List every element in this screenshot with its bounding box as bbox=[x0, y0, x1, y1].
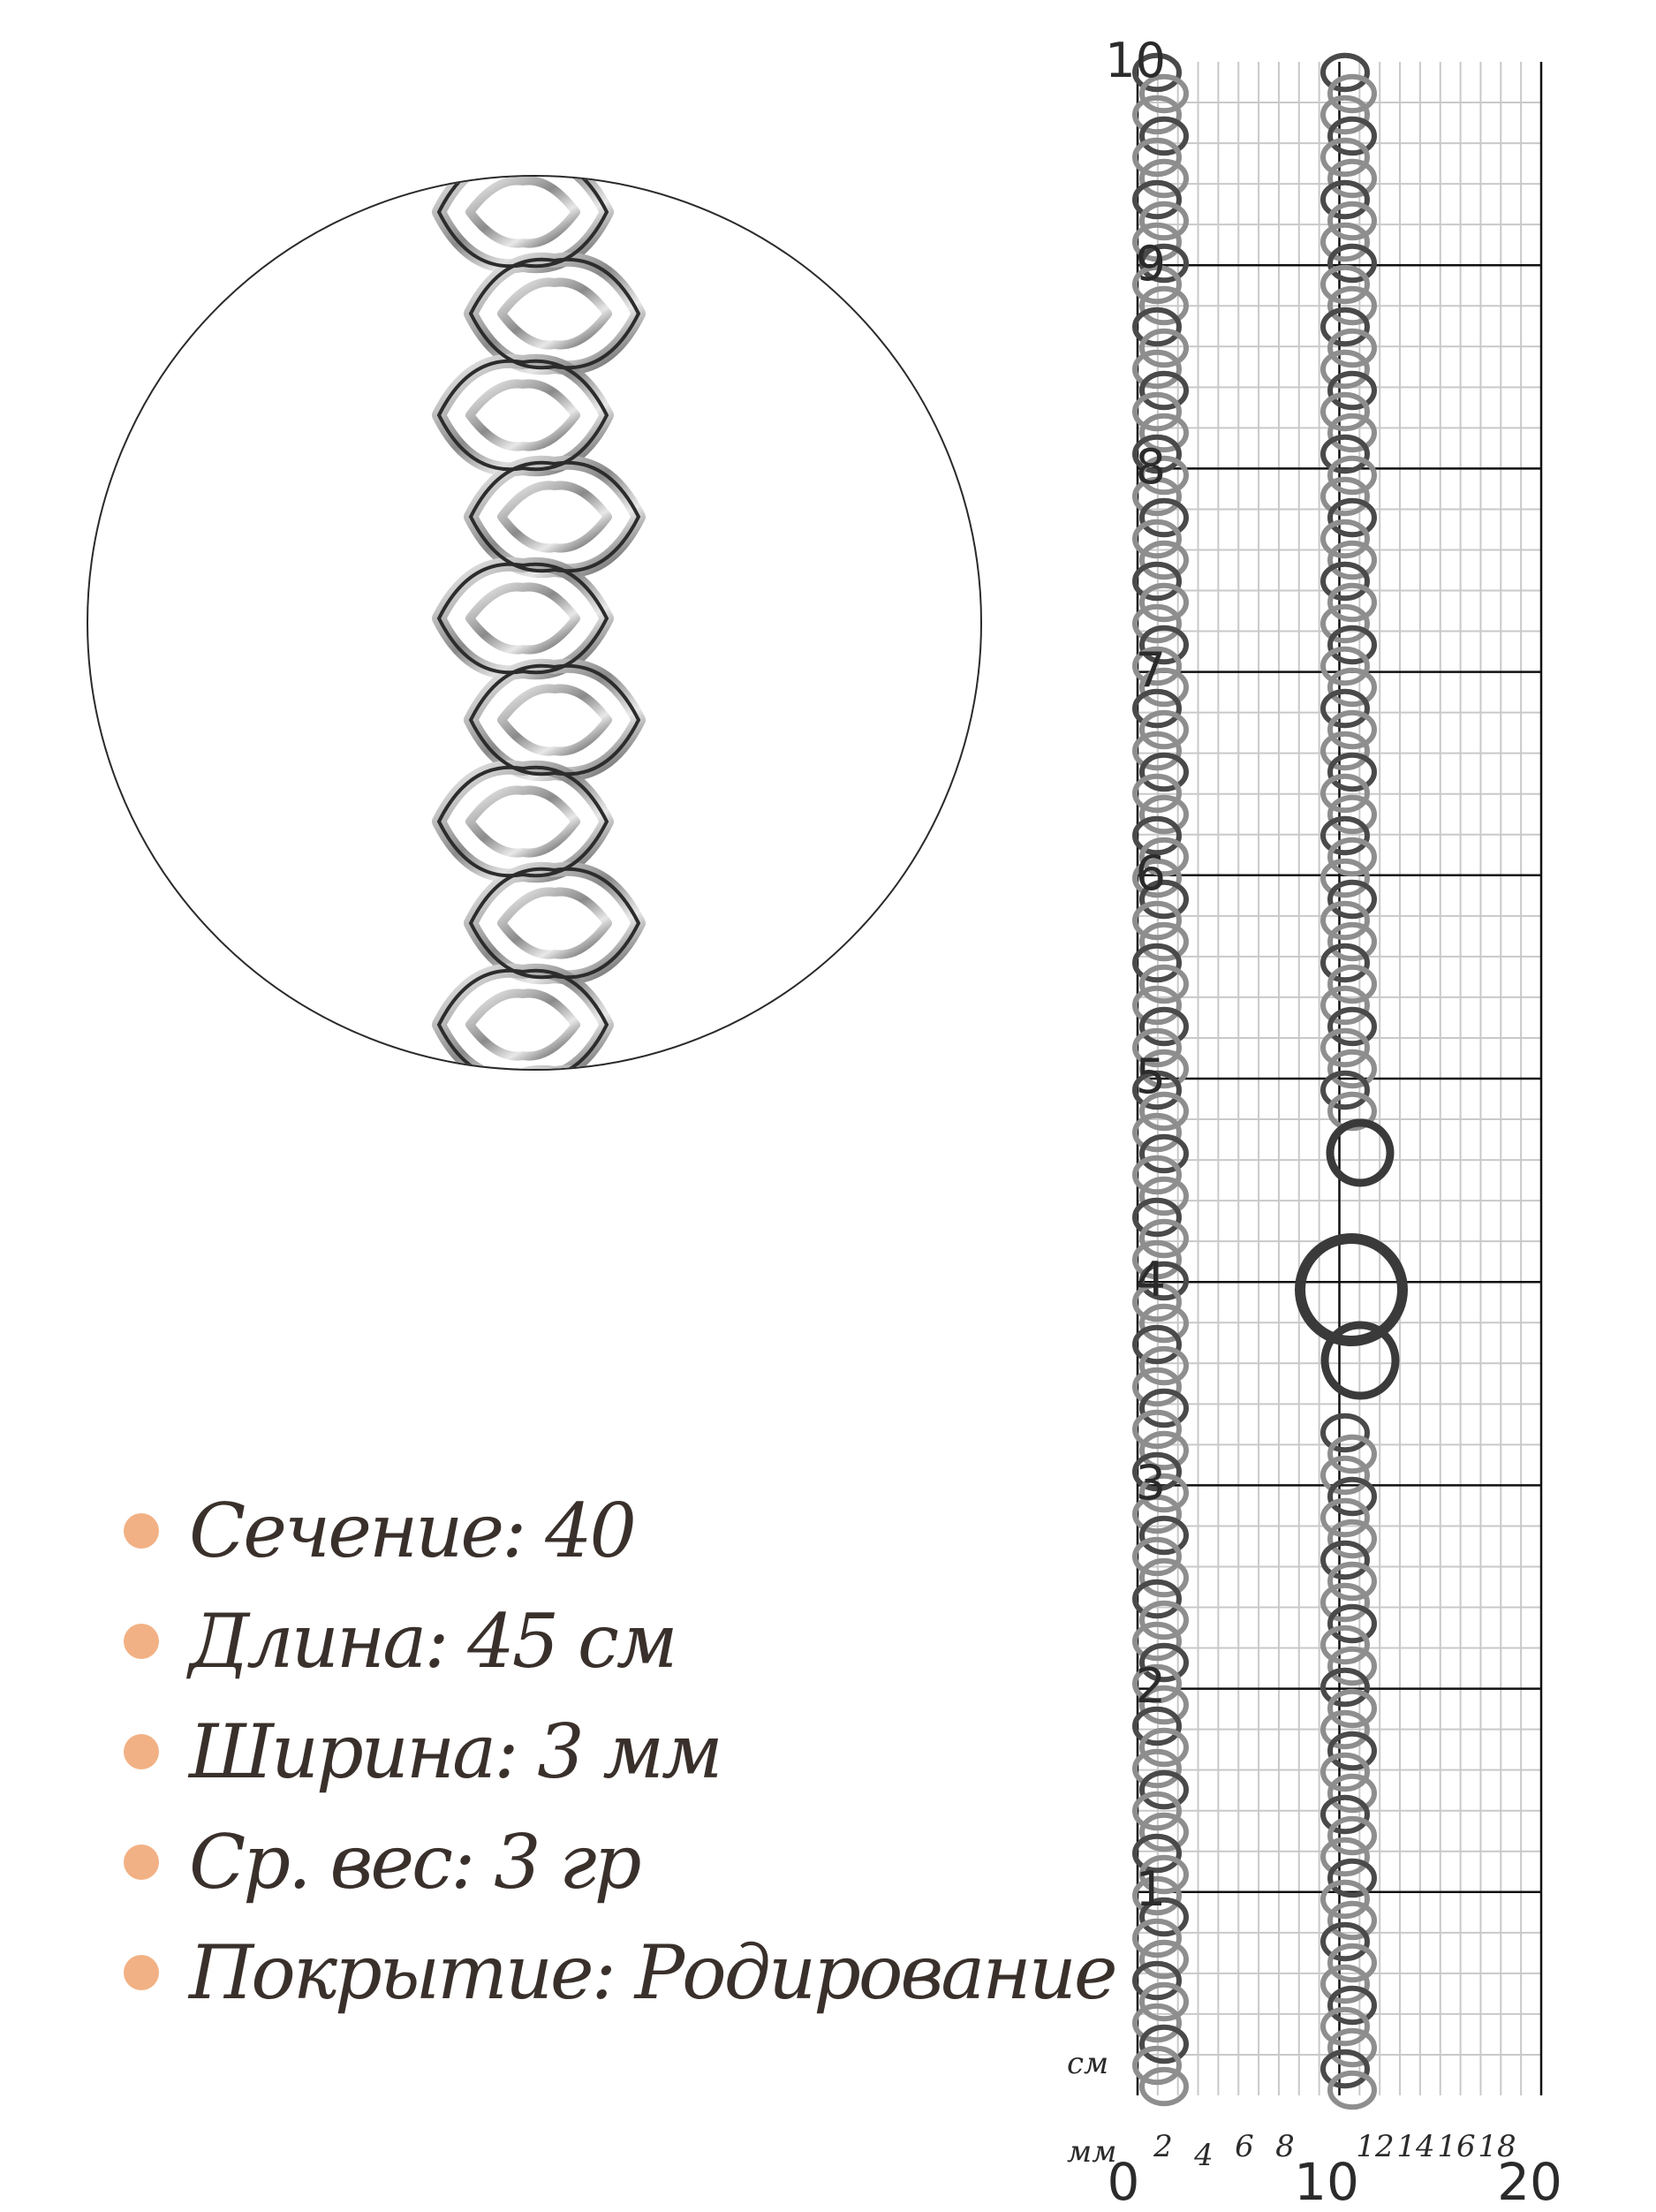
spec-coating-text: Покрытие: Родирование bbox=[189, 1928, 1115, 2016]
chain-link bbox=[1330, 458, 1374, 492]
chain-link bbox=[1142, 2070, 1186, 2103]
spec-length bbox=[124, 1586, 989, 1696]
cm-tick-2: 2 bbox=[1135, 1658, 1166, 1714]
cm-tick-1: 1 bbox=[1135, 1861, 1166, 1917]
chain-link bbox=[1323, 352, 1367, 386]
chain-link bbox=[1142, 798, 1186, 831]
cm-tick-10: 10 bbox=[1105, 33, 1166, 88]
closeup-chain-link-inner bbox=[502, 485, 608, 548]
chain-link bbox=[1330, 543, 1374, 577]
chain-link bbox=[1323, 437, 1367, 471]
closeup-chain-link-inner bbox=[502, 688, 608, 751]
chain-link bbox=[1323, 649, 1367, 683]
chain-link bbox=[1330, 1861, 1374, 1895]
closeup-chain-link-inner bbox=[470, 587, 576, 649]
chain-link bbox=[1330, 883, 1374, 916]
closeup-chain-link bbox=[439, 768, 607, 876]
chain-link bbox=[1142, 1391, 1186, 1425]
closeup-chain-link bbox=[471, 666, 639, 775]
mm-tick-8: 8 bbox=[1275, 2129, 1295, 2164]
spec-width bbox=[124, 1696, 989, 1807]
chain-link bbox=[1323, 904, 1367, 937]
chain-link bbox=[1330, 2031, 1374, 2064]
spec-length-text: Длина: 45 см bbox=[189, 1597, 676, 1685]
closeup-chain-link bbox=[439, 177, 607, 266]
chain-link bbox=[1330, 162, 1374, 195]
chain-link bbox=[1330, 246, 1374, 280]
chain-closeup-illustration bbox=[88, 177, 980, 1069]
chain-link bbox=[1142, 755, 1186, 789]
chain-link bbox=[1330, 1819, 1374, 1852]
chain-link bbox=[1323, 1925, 1367, 1958]
mm-unit-label: мм bbox=[1067, 2134, 1117, 2170]
chain-link bbox=[1323, 861, 1367, 895]
spec-list bbox=[124, 1475, 1115, 2027]
chain-link bbox=[1330, 1649, 1374, 1683]
mm-tick-14: 14 bbox=[1396, 2129, 1435, 2164]
chain-link bbox=[1330, 925, 1374, 958]
chain-link bbox=[1330, 1692, 1374, 1725]
mm-tick-10: 10 bbox=[1294, 2152, 1359, 2212]
chain-link bbox=[1323, 268, 1367, 301]
closeup-chain-link bbox=[439, 361, 607, 470]
chain-link bbox=[1330, 119, 1374, 153]
mm-tick-6: 6 bbox=[1235, 2129, 1254, 2164]
chain-link bbox=[1142, 204, 1186, 238]
bullet-icon bbox=[124, 1734, 159, 1769]
chain-link bbox=[1330, 1564, 1374, 1598]
chain-link bbox=[1323, 140, 1367, 174]
chain-link bbox=[1142, 543, 1186, 577]
measurement-ruler bbox=[972, 0, 1656, 2212]
cm-tick-6: 6 bbox=[1135, 845, 1166, 901]
closeup-chain-link-inner bbox=[470, 790, 576, 852]
chain-link bbox=[1142, 713, 1186, 746]
chain-link bbox=[1323, 692, 1367, 725]
chain-link bbox=[1142, 1943, 1186, 1976]
cm-tick-3: 3 bbox=[1135, 1455, 1166, 1511]
chain-link bbox=[1330, 840, 1374, 874]
mm-tick-12: 12 bbox=[1356, 2129, 1395, 2164]
chain-link bbox=[1330, 1052, 1374, 1086]
chain-link bbox=[1323, 310, 1367, 344]
spec-weight bbox=[124, 1807, 989, 1917]
cm-tick-9: 9 bbox=[1135, 236, 1166, 292]
chain-link bbox=[1330, 331, 1374, 365]
closeup-chain-link bbox=[471, 463, 639, 572]
cm-tick-4: 4 bbox=[1135, 1252, 1166, 1307]
chain-link bbox=[1142, 1179, 1186, 1213]
closeup-chain-link-inner bbox=[502, 282, 608, 345]
chain-link bbox=[1142, 1731, 1186, 1764]
chain-link bbox=[1323, 183, 1367, 216]
chain-link bbox=[1323, 946, 1367, 980]
chain-link bbox=[1323, 1798, 1367, 1831]
chain-link bbox=[1330, 416, 1374, 450]
bullet-icon bbox=[124, 1955, 159, 1990]
chain-link bbox=[1323, 1458, 1367, 1492]
chain-link bbox=[1323, 1628, 1367, 1662]
closeup-chain-link bbox=[471, 260, 639, 368]
chain-link bbox=[1330, 2073, 1374, 2107]
chain-link bbox=[1323, 1967, 1367, 2001]
closeup-chain-link-inner bbox=[470, 383, 576, 446]
closeup-chain-link-inner bbox=[470, 180, 576, 243]
chain-link bbox=[1330, 374, 1374, 407]
chain-link bbox=[1330, 755, 1374, 789]
spec-section-text: Сечение: 40 bbox=[189, 1487, 634, 1574]
chain-link bbox=[1330, 1437, 1374, 1471]
chain-link bbox=[1323, 56, 1367, 89]
chain-link bbox=[1142, 925, 1186, 958]
chain-link bbox=[1323, 607, 1367, 640]
spec-section bbox=[124, 1475, 989, 1586]
mm-tick-20: 20 bbox=[1497, 2152, 1562, 2212]
chain-link bbox=[1330, 1734, 1374, 1768]
chain-link bbox=[1142, 1519, 1186, 1552]
spec-weight-text: Ср. вес: 3 гр bbox=[189, 1818, 639, 1905]
cm-tick-8: 8 bbox=[1135, 439, 1166, 495]
chain-link bbox=[1323, 1501, 1367, 1534]
mm-tick-16: 16 bbox=[1437, 2129, 1476, 2164]
chain-link bbox=[1330, 501, 1374, 534]
chain-link bbox=[1330, 1989, 1374, 2022]
chain-link bbox=[1323, 395, 1367, 428]
chain-link bbox=[1323, 1755, 1367, 1789]
chain-link bbox=[1323, 1586, 1367, 1619]
chain-link bbox=[1323, 1543, 1367, 1577]
mm-tick-0: 0 bbox=[1107, 2152, 1140, 2212]
chain-link bbox=[1142, 1773, 1186, 1807]
chain-link bbox=[1142, 1222, 1186, 1255]
chain-link bbox=[1330, 1946, 1374, 1980]
mm-tick-4: 4 bbox=[1194, 2138, 1214, 2173]
mm-tick-2: 2 bbox=[1153, 2129, 1173, 2164]
chain-link bbox=[1142, 1349, 1186, 1382]
closeup-chain-link-inner bbox=[502, 891, 608, 954]
chain-link bbox=[1330, 628, 1374, 662]
chain-link bbox=[1330, 1607, 1374, 1640]
chain-link bbox=[1323, 819, 1367, 852]
spec-coating bbox=[124, 1917, 1115, 2027]
chain-link bbox=[1330, 1776, 1374, 1810]
chain-link bbox=[1330, 967, 1374, 1001]
chain-link bbox=[1330, 670, 1374, 704]
chain-link bbox=[1323, 1840, 1367, 1874]
spec-width-text: Ширина: 3 мм bbox=[189, 1708, 721, 1795]
chain-link bbox=[1142, 162, 1186, 195]
bullet-icon bbox=[124, 1624, 159, 1659]
chain-link bbox=[1323, 225, 1367, 259]
closeup-chain-link bbox=[471, 869, 639, 978]
chain-link bbox=[1323, 1670, 1367, 1704]
chain-link bbox=[1142, 2027, 1186, 2061]
chain-link bbox=[1323, 1031, 1367, 1064]
chain-link bbox=[1330, 204, 1374, 238]
cm-tick-5: 5 bbox=[1135, 1049, 1166, 1104]
chain-link bbox=[1330, 713, 1374, 746]
chain-link bbox=[1330, 1522, 1374, 1556]
bullet-icon bbox=[124, 1845, 159, 1880]
closeup-chain-link bbox=[439, 564, 607, 673]
chain-link bbox=[1323, 734, 1367, 768]
cm-unit-label: см bbox=[1067, 2046, 1109, 2081]
chain-link bbox=[1323, 1882, 1367, 1916]
chain-link bbox=[1323, 564, 1367, 598]
chain-link bbox=[1142, 501, 1186, 534]
chain-closeup-image bbox=[87, 175, 982, 1071]
chain-link bbox=[1142, 967, 1186, 1001]
chain-link bbox=[1142, 331, 1186, 365]
mm-tick-18: 18 bbox=[1478, 2129, 1516, 2164]
chain-link bbox=[1142, 1137, 1186, 1170]
chain-link bbox=[1323, 989, 1367, 1022]
chain-link bbox=[1330, 77, 1374, 110]
bullet-icon bbox=[124, 1513, 159, 1549]
cm-tick-7: 7 bbox=[1135, 642, 1166, 698]
chain-link bbox=[1142, 1603, 1186, 1637]
chain-link bbox=[1330, 798, 1374, 831]
closeup-chain-link-inner bbox=[470, 993, 576, 1056]
chain-link bbox=[1142, 119, 1186, 153]
chain-link bbox=[1323, 2052, 1367, 2086]
chain-link bbox=[1142, 374, 1186, 407]
chain-link bbox=[1142, 1815, 1186, 1849]
